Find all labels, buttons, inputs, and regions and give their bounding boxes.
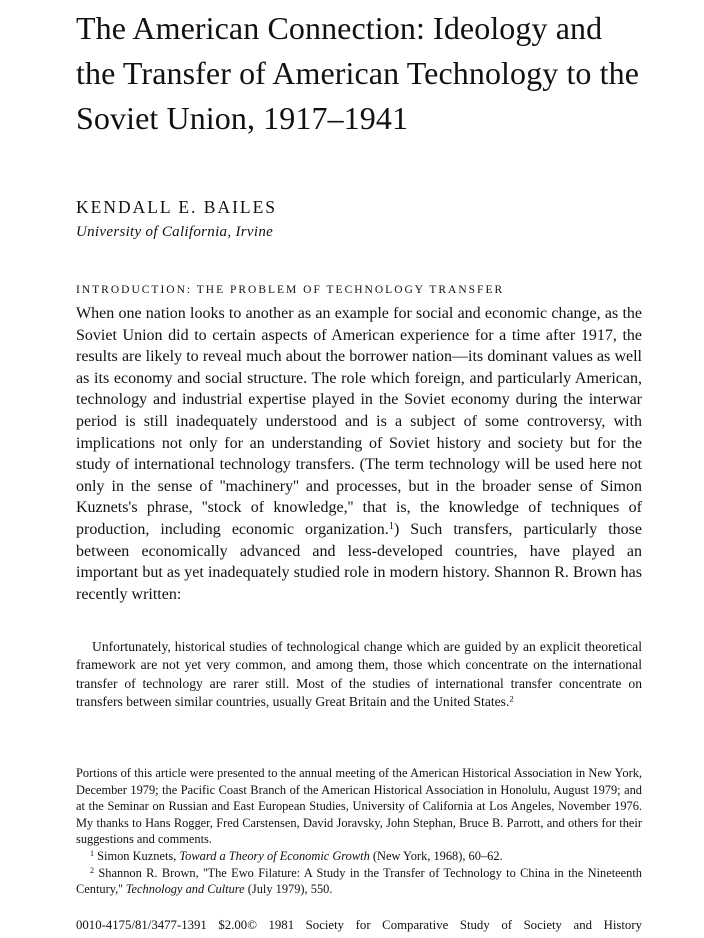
block-quote — [76, 638, 642, 712]
footnotes — [76, 765, 642, 898]
intro-text-end: ) Such transfers, particularly those between economically advanced and less-developed countries, have played an important but as yet inadequately studied role in modern history. Shannon R. Brown has recently written: — [76, 520, 642, 603]
author-name: KENDALL E. BAILES — [76, 197, 278, 217]
author-affiliation: University of California, Irvine — [76, 224, 274, 240]
section-heading: INTRODUCTION: THE PROBLEM OF TECHNOLOGY TRANSFER — [76, 284, 505, 296]
acknowledgement-note: Portions of this article were presented to the annual meeting of the American Historical Association in New York, December 1979; the Pacific Coast Branch of the American Historical Association in Honolulu, August 1979; and at the Seminar on Russian and East European Studies, University of California at Los Angeles, November 1976. My thanks to Hans Rogger, Fred Carstensen, David Joravsky, John Stephan, Bruce B. Parrott, and others for their suggestions and comments. — [76, 766, 642, 847]
intro-paragraph — [76, 303, 642, 605]
article-title: The American Connection: Ideology and the Transfer of American Technology to the Soviet Union, 1917–1941 — [76, 10, 640, 136]
quote-text: Unfortunately, historical studies of technological change which are guided by an explicit theoretical framework are not yet very common, and among them, those which concentrate on the international transfer of technology are rarer still. Most of the studies of international transfer concentrate on transfers between similar countries, usually Great Britain and the United States. — [76, 639, 642, 710]
copyright-line: 0010-4175/81/3477-1391 $2.00© 1981 Society for Comparative Study of Society and History — [76, 918, 642, 932]
footnote-2: $^2$ Shannon R. Brown, ''The Ewo Filature: A Study in the Transfer of Technology to China in the Nineteenth Century,'' Technology and Culture (July 1979), 550. — [76, 865, 642, 897]
footnote-ref-2: 2 — [509, 693, 514, 704]
footnote-ref-1: 1 — [388, 520, 394, 532]
intro-text: When one nation looks to another as an example for social and economic change, as the Soviet Union did to certain aspects of American experience for a time after 1917, the results are likely to reveal much about the borrower nation—its dominant values as well as its economy and social structure. The role which foreign, and particularly American, technology and industrial expertise played in the Soviet economy during the interwar period is still inadequately understood and is a subject of some controversy, with implications not only for an understanding of Soviet history and society but for the study of international technology transfers. (The term technology will be used here not only in the sense of ''machinery'' and processes, but in the broader sense of Simon Kuznets's phrase, ''stock of knowledge,'' that is, the knowledge of techniques of production, including economic organization. — [76, 305, 642, 538]
footnote-1: $^1$ Simon Kuznets, Toward a Theory of Economic Growth (New York, 1968), 60–62. — [90, 848, 503, 863]
